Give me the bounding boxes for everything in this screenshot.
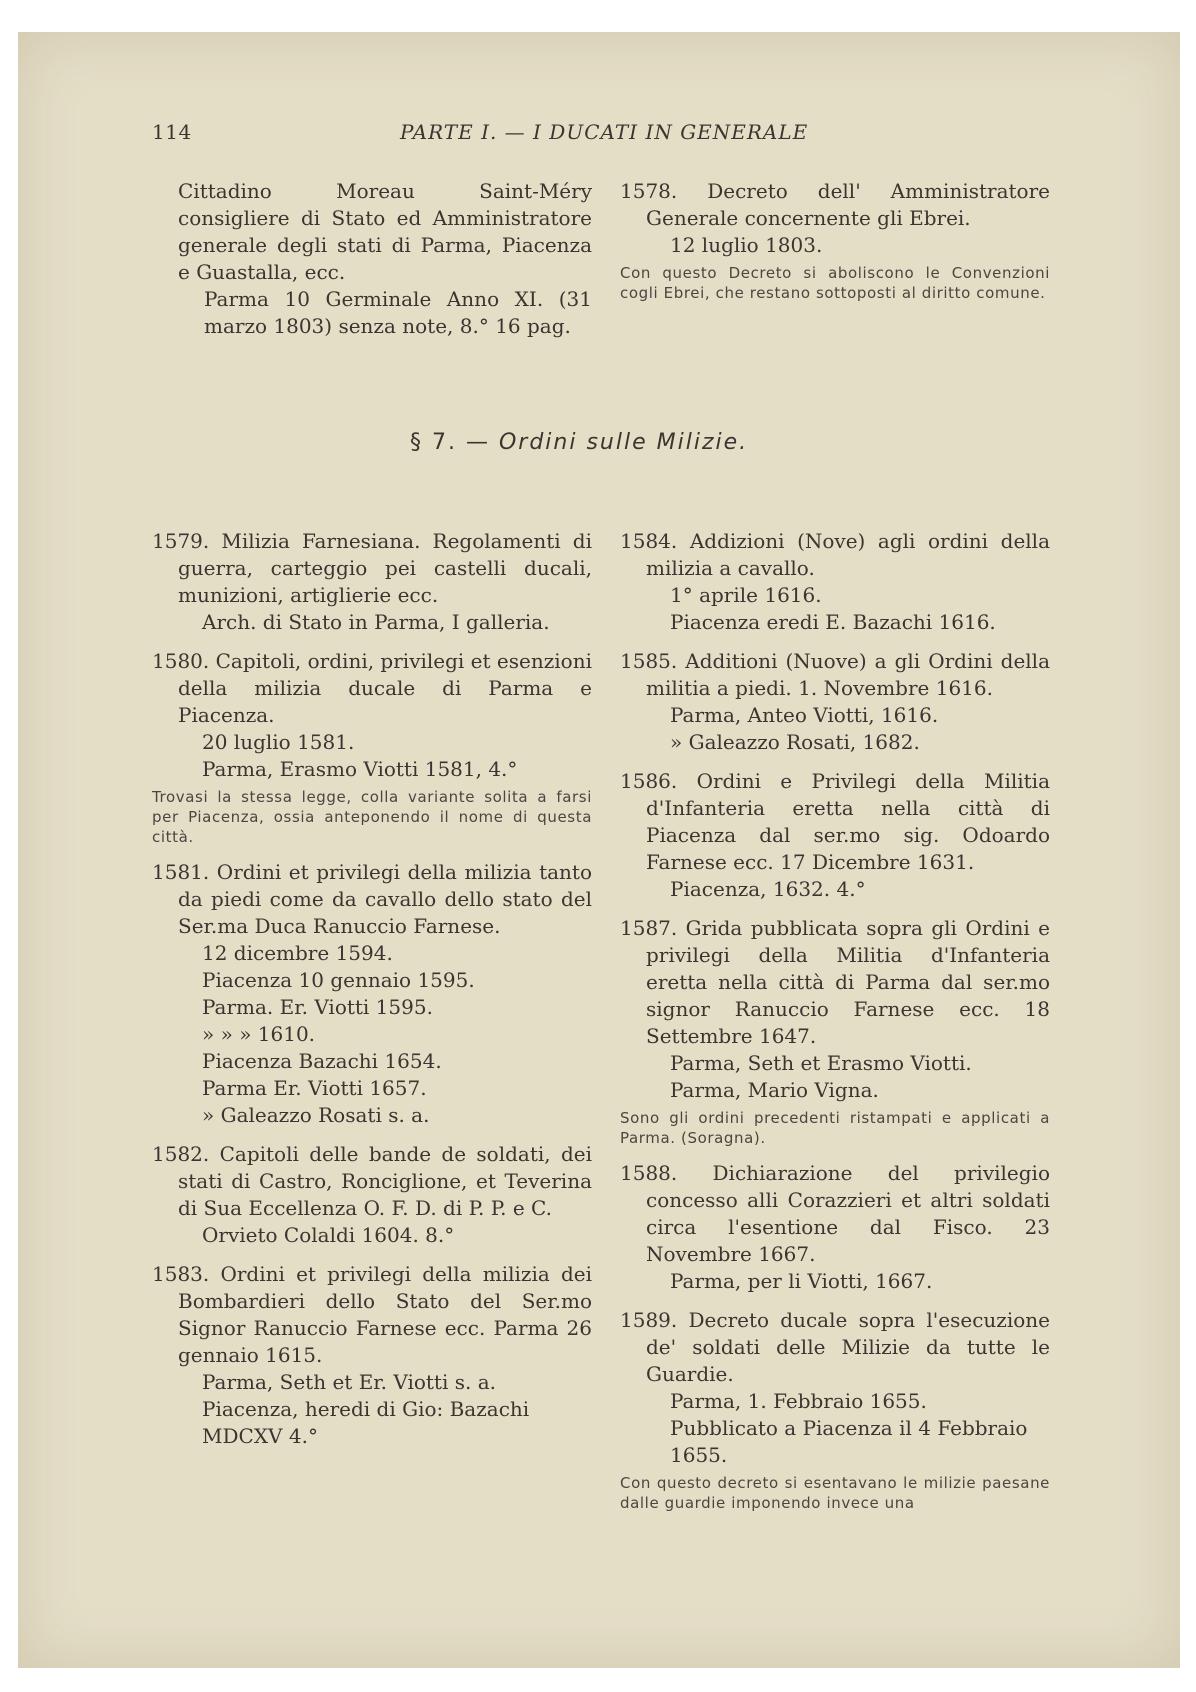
catalog-entry — [620, 915, 1050, 1148]
entry-note: Sono gli ordini precedenti ristampati e applicati a Parma. (Soragna). — [620, 1109, 1050, 1147]
catalog-entry — [152, 859, 592, 1129]
entry-imprint: 20 luglio 1581. — [202, 730, 355, 754]
entry-imprint: Piacenza, heredi di Gio: Bazachi MDCXV 4.° — [202, 1397, 530, 1448]
entry-title: 1588. Dichiarazione del privilegio concesso alli Corazzieri et altri soldati circa l'esentione dal Fisco. 23 Novembre 1667. — [620, 1161, 1050, 1266]
entry-note: Con questo Decreto si aboliscono le Convenzioni cogli Ebrei, che restano sottoposti al diritto comune. — [620, 264, 1050, 302]
page-number: 114 — [152, 120, 192, 144]
entry-imprint: Piacenza, 1632. 4.° — [670, 877, 866, 901]
section-title: Ordini sulle Milizie. — [498, 430, 749, 455]
entry-title: 1582. Capitoli delle bande de soldati, dei stati di Castro, Ronciglione, et Teverina di Sua Eccellenza O. F. D. di P. P. e C. — [152, 1142, 592, 1220]
entry-note: Trovasi la stessa legge, colla variante solita a farsi per Piacenza, ossia anteponendo il nome di questa città. — [152, 788, 592, 846]
catalog-entry — [620, 528, 1050, 636]
entry-imprint: Piacenza eredi E. Bazachi 1616. — [670, 610, 996, 634]
entry-imprint: Parma, Seth et Erasmo Viotti. — [670, 1051, 972, 1075]
entry-title: 1585. Additioni (Nuove) a gli Ordini della militia a piedi. 1. Novembre 1616. — [620, 649, 1050, 700]
entry-imprint: Pubblicato a Piacenza il 4 Febbraio 1655. — [670, 1416, 1028, 1467]
entry-title: 1580. Capitoli, ordini, privilegi et esenzioni della milizia ducale di Parma e Piacenza. — [152, 649, 592, 727]
entry-imprint: Arch. di Stato in Parma, I galleria. — [202, 610, 550, 634]
catalog-entry — [620, 1160, 1050, 1295]
entry-imprint: Orvieto Colaldi 1604. 8.° — [202, 1223, 455, 1247]
entry-note: Con questo decreto si esentavano le milizie paesane dalle guardie imponendo invece una — [620, 1474, 1050, 1512]
entry-imprint: Parma, Erasmo Viotti 1581, 4.° — [202, 757, 518, 781]
entry-imprint: Piacenza 10 gennaio 1595. — [202, 968, 475, 992]
entry-title: 1579. Milizia Farnesiana. Regolamenti di guerra, carteggio pei castelli ducali, munizioni, artiglierie ecc. — [152, 529, 592, 607]
entry-imprint: Parma, Mario Vigna. — [670, 1078, 879, 1102]
top-left-entry — [178, 178, 592, 340]
catalog-entry — [620, 1307, 1050, 1513]
entry-imprint: Parma Er. Viotti 1657. — [202, 1076, 427, 1100]
entry-imprint: Piacenza Bazachi 1654. — [202, 1049, 442, 1073]
entry-title: 1586. Ordini e Privilegi della Militia d'Infanteria eretta nella città di Piacenza dal ser.mo sig. Odoardo Farnese ecc. 17 Dicembre 1631. — [620, 769, 1050, 874]
catalog-entry — [152, 1141, 592, 1249]
catalog-entry — [152, 648, 592, 847]
entry-imprint: Parma, per li Viotti, 1667. — [670, 1269, 933, 1293]
right-column — [620, 528, 1050, 1525]
section-number: § 7. — — [410, 430, 499, 455]
entry-date: 12 luglio 1803. — [670, 233, 823, 257]
catalog-entry — [620, 768, 1050, 903]
section-heading — [410, 430, 748, 455]
entry-title: 1583. Ordini et privilegi della milizia dei Bombardieri dello Stato del Ser.mo Signor Ranuccio Farnese ecc. Parma 26 gennaio 1615. — [152, 1262, 592, 1367]
entry-title: 1589. Decreto ducale sopra l'esecuzione de' soldati delle Milizie da tutte le Guardie. — [620, 1308, 1050, 1386]
entry-title: 1584. Addizioni (Nove) agli ordini della milizia a cavallo. — [620, 529, 1050, 580]
entry-imprint: Parma, Anteo Viotti, 1616. — [670, 703, 939, 727]
entry-imprint: 1° aprile 1616. — [670, 583, 822, 607]
entry-title: 1581. Ordini et privilegi della milizia tanto da piedi come da cavallo dello stato del Ser.ma Duca Ranuccio Farnese. — [152, 860, 592, 938]
catalog-entry — [620, 648, 1050, 756]
entry-imprint: » Galeazzo Rosati s. a. — [202, 1103, 430, 1127]
catalog-entry — [152, 1261, 592, 1450]
catalog-entry — [152, 528, 592, 636]
entry-imprint: Parma. Er. Viotti 1595. — [202, 995, 433, 1019]
entry-imprint: 12 dicembre 1594. — [202, 941, 393, 965]
entry-imprint: Parma 10 Germinale Anno XI. (31 marzo 1803) senza note, 8.° 16 pag. — [204, 287, 592, 338]
running-title: PARTE I. — I DUCATI IN GENERALE — [400, 120, 809, 144]
entry-imprint: » » » 1610. — [202, 1022, 316, 1046]
entry-title: 1587. Grida pubblicata sopra gli Ordini e privilegi della Militia d'Infanteria eretta nella città di Parma dal ser.mo signor Ranuccio Farnese ecc. 18 Settembre 1647. — [620, 916, 1050, 1048]
entry-title: 1578. Decreto dell' Amministratore Generale concernente gli Ebrei. — [620, 179, 1050, 230]
left-column — [152, 528, 592, 1462]
entry-imprint: Parma, Seth et Er. Viotti s. a. — [202, 1370, 496, 1394]
entry-1578 — [620, 178, 1050, 315]
entry-text: Cittadino Moreau Saint-Méry consigliere di Stato ed Amministratore generale degli stati di Parma, Piacenza e Guastalla, ecc. — [178, 179, 592, 284]
entry-imprint: Parma, 1. Febbraio 1655. — [670, 1389, 927, 1413]
entry-imprint: » Galeazzo Rosati, 1682. — [670, 730, 920, 754]
